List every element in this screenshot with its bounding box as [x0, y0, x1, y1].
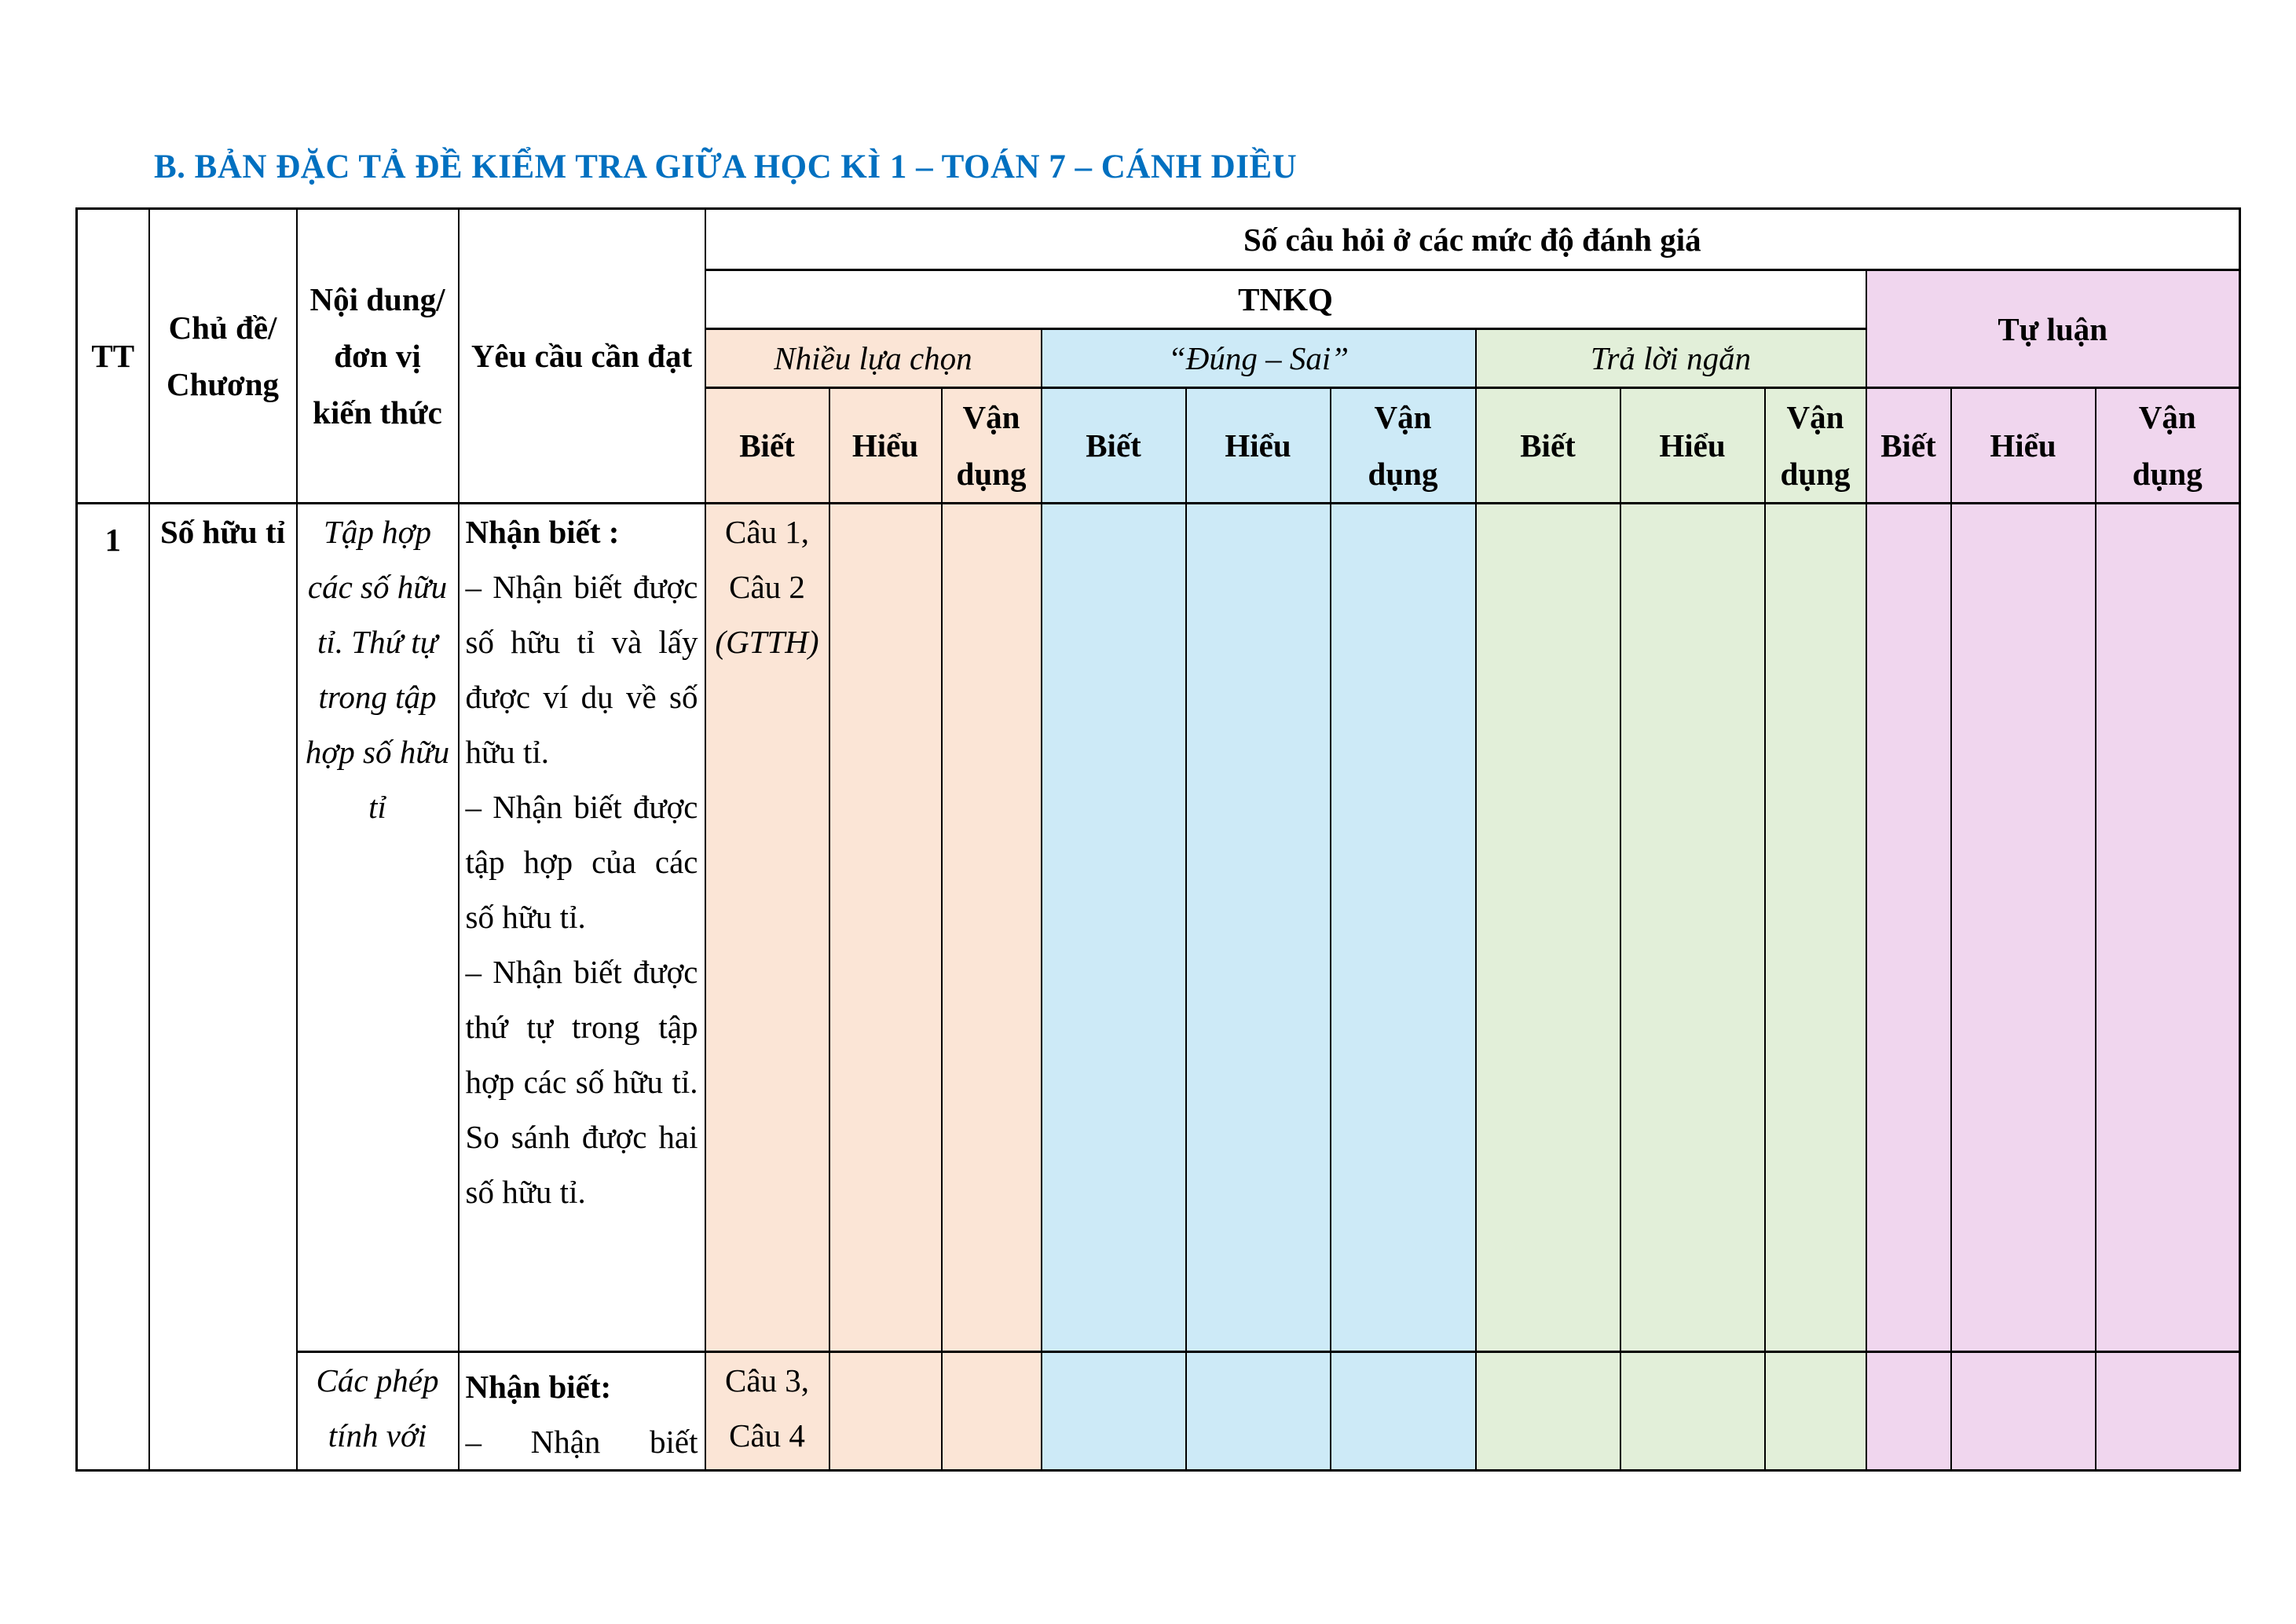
empty-cell-mc-vandung-row2	[942, 1352, 1042, 1471]
header-cell-requirement: Yêu cầu cần đạt	[459, 209, 705, 504]
header-cell-question-levels: Số câu hỏi ở các mức độ đánh giá	[705, 209, 2240, 270]
empty-cell-mc-hieu-row2	[829, 1352, 942, 1471]
requirement-heading-row1: Nhận biết :	[465, 514, 620, 550]
level-cell-mc-hieu: Hiểu	[829, 388, 942, 504]
requirement-item: – Nhận biết	[465, 1424, 698, 1460]
requirement-item: – Nhận biết được số hữu tỉ và lấy được ví dụ về số hữu tỉ.	[465, 569, 698, 770]
requirement-cell-row1	[459, 504, 705, 1352]
level-cell-sa-hieu: Hiểu	[1620, 388, 1765, 504]
level-cell-tf-hieu: Hiểu	[1186, 388, 1331, 504]
level-cell-tf-vandung: Vận dụng	[1331, 388, 1476, 504]
empty-cell-sa-hieu-row2	[1620, 1352, 1765, 1471]
header-cell-tt: TT	[77, 209, 149, 504]
empty-cell-sa-vandung-row2	[1765, 1352, 1866, 1471]
row-number: 1	[104, 522, 121, 558]
header-cell-tnkq: TNKQ	[705, 270, 1866, 329]
empty-cell-essay-hieu-row1	[1951, 504, 2096, 1352]
level-cell-tf-biet: Biết	[1042, 388, 1186, 504]
empty-cell-tf-biet-row2	[1042, 1352, 1186, 1471]
question-cell-mc-biet-row2	[705, 1352, 829, 1471]
requirement-item: – Nhận biết được tập hợp của các số hữu tỉ.	[465, 789, 698, 935]
empty-cell-tf-biet-row1	[1042, 504, 1186, 1352]
empty-cell-essay-vandung-row1	[2096, 504, 2240, 1352]
requirement-heading-row2: Nhận biết:	[465, 1369, 612, 1405]
content-text-row2: Các phép tính với	[316, 1362, 439, 1454]
empty-cell-essay-biet-row2	[1866, 1352, 1951, 1471]
header-cell-true-false: “Đúng – Sai”	[1042, 329, 1476, 388]
content-text-row1: Tập hợp các số hữu tỉ. Thứ tự trong tập hợp số hữu tỉ	[305, 514, 450, 825]
topic-cell	[149, 504, 297, 1471]
empty-cell-sa-biet-row1	[1476, 504, 1620, 1352]
spec-table	[75, 207, 2241, 1472]
header-cell-essay: Tự luận	[1866, 270, 2240, 388]
empty-cell-essay-biet-row1	[1866, 504, 1951, 1352]
requirement-item: – Nhận biết được thứ tự trong tập hợp các số hữu tỉ. So sánh được hai số hữu tỉ.	[465, 954, 698, 1210]
level-cell-mc-vandung: Vận dụng	[942, 388, 1042, 504]
topic-text: Số hữu tỉ	[159, 514, 286, 550]
content-cell-row2	[297, 1352, 459, 1471]
header-cell-content: Nội dung/ đơn vị kiến thức	[297, 209, 459, 504]
empty-cell-tf-hieu-row2	[1186, 1352, 1331, 1471]
requirement-cell-row2	[459, 1352, 705, 1471]
question-ref-note-row1: (GTTH)	[715, 624, 819, 660]
empty-cell-sa-vandung-row1	[1765, 504, 1866, 1352]
level-cell-sa-biet: Biết	[1476, 388, 1620, 504]
question-ref-row1: Câu 1, Câu 2	[724, 514, 810, 605]
empty-cell-tf-vandung-row2	[1331, 1352, 1476, 1471]
row-number-cell	[77, 504, 149, 1471]
empty-cell-tf-vandung-row1	[1331, 504, 1476, 1352]
level-cell-essay-biet: Biết	[1866, 388, 1951, 504]
empty-cell-essay-vandung-row2	[2096, 1352, 2240, 1471]
content-cell-row1	[297, 504, 459, 1352]
header-cell-topic: Chủ đề/ Chương	[149, 209, 297, 504]
empty-cell-sa-biet-row2	[1476, 1352, 1620, 1471]
level-cell-essay-vandung: Vận dụng	[2096, 388, 2240, 504]
question-cell-mc-biet-row1	[705, 504, 829, 1352]
empty-cell-tf-hieu-row1	[1186, 504, 1331, 1352]
empty-cell-mc-hieu-row1	[829, 504, 942, 1352]
document-title: B. BẢN ĐẶC TẢ ĐỀ KIỂM TRA GIỮA HỌC KÌ 1 – TOÁN 7 – CÁNH DIỀU	[154, 148, 1298, 185]
level-cell-sa-vandung: Vận dụng	[1765, 388, 1866, 504]
empty-cell-sa-hieu-row1	[1620, 504, 1765, 1352]
level-cell-essay-hieu: Hiểu	[1951, 388, 2096, 504]
question-ref-row2: Câu 3, Câu 4	[724, 1362, 810, 1454]
empty-cell-mc-vandung-row1	[942, 504, 1042, 1352]
level-cell-mc-biet: Biết	[705, 388, 829, 504]
header-cell-multiple-choice: Nhiều lựa chọn	[705, 329, 1042, 388]
header-cell-short-answer: Trả lời ngắn	[1476, 329, 1866, 388]
empty-cell-essay-hieu-row2	[1951, 1352, 2096, 1471]
